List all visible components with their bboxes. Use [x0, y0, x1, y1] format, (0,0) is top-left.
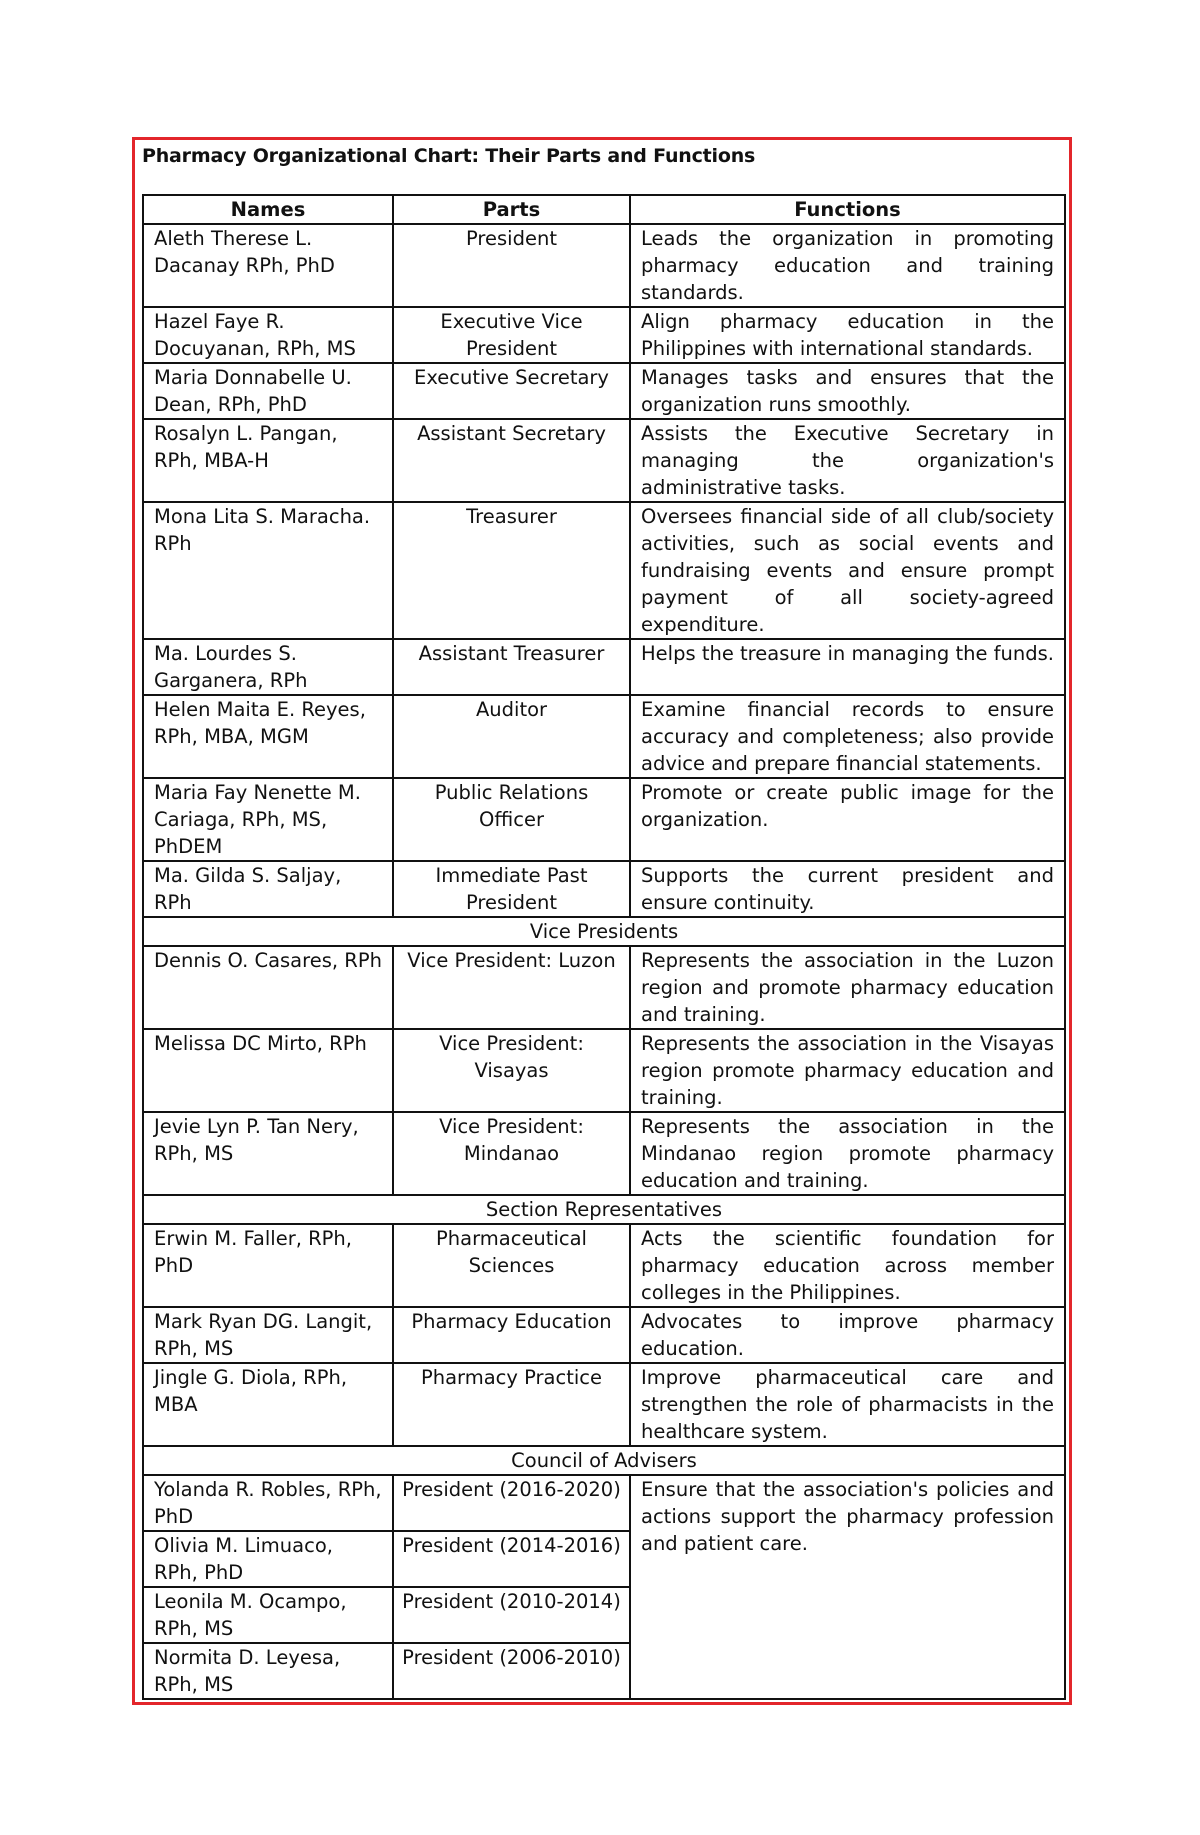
member-part: Auditor — [393, 695, 630, 778]
member-part: Vice President: Luzon — [393, 946, 630, 1029]
member-name: Jingle G. Diola, RPh, MBA — [143, 1363, 393, 1446]
member-part: Pharmacy Education — [393, 1307, 630, 1363]
table-header-row — [143, 195, 1065, 224]
member-function: Represents the association in the Visayas region promote pharmacy education and training. — [630, 1029, 1065, 1112]
section-row — [143, 1195, 1065, 1224]
section-row — [143, 917, 1065, 946]
table-row — [143, 1224, 1065, 1307]
column-header-parts: Parts — [393, 195, 630, 224]
member-function: Align pharmacy education in the Philippines with international standards. — [630, 307, 1065, 363]
member-name: Normita D. Leyesa, RPh, MS — [143, 1643, 393, 1699]
member-part: President (2016-2020) — [393, 1475, 630, 1531]
member-name: Olivia M. Limuaco, RPh, PhD — [143, 1531, 393, 1587]
member-name: Dennis O. Casares, RPh — [143, 946, 393, 1029]
organizational-chart-table — [142, 194, 1066, 1700]
member-name: Aleth Therese L. Dacanay RPh, PhD — [143, 224, 393, 307]
member-part: Pharmacy Practice — [393, 1363, 630, 1446]
member-function: Helps the treasure in managing the funds. — [630, 639, 1065, 695]
member-name: Helen Maita E. Reyes, RPh, MBA, MGM — [143, 695, 393, 778]
column-header-names: Names — [143, 195, 393, 224]
member-function: Supports the current president and ensure continuity. — [630, 861, 1065, 917]
member-part: Assistant Secretary — [393, 419, 630, 502]
table-row — [143, 946, 1065, 1029]
section-heading-council-of-advisers: Council of Advisers — [143, 1446, 1065, 1475]
table-row — [143, 1363, 1065, 1446]
table-row — [143, 307, 1065, 363]
member-name: Mona Lita S. Maracha. RPh — [143, 502, 393, 639]
member-part: President — [393, 224, 630, 307]
table-row — [143, 639, 1065, 695]
member-name: Hazel Faye R. Docuyanan, RPh, MS — [143, 307, 393, 363]
member-name: Maria Fay Nenette M. Cariaga, RPh, MS, PhDEM — [143, 778, 393, 861]
member-name: Melissa DC Mirto, RPh — [143, 1029, 393, 1112]
table-row — [143, 419, 1065, 502]
member-part: Vice President: Visayas — [393, 1029, 630, 1112]
member-part: Immediate Past President — [393, 861, 630, 917]
member-function: Leads the organization in promoting pharmacy education and training standards. — [630, 224, 1065, 307]
member-function: Represents the association in the Luzon region and promote pharmacy education and training. — [630, 946, 1065, 1029]
document-title: Pharmacy Organizational Chart: Their Parts and Functions — [142, 145, 756, 167]
column-header-functions: Functions — [630, 195, 1065, 224]
member-part: President (2006-2010) — [393, 1643, 630, 1699]
member-part: Treasurer — [393, 502, 630, 639]
member-name: Mark Ryan DG. Langit, RPh, MS — [143, 1307, 393, 1363]
member-part: Executive Vice President — [393, 307, 630, 363]
member-part: Vice President: Mindanao — [393, 1112, 630, 1195]
member-name: Erwin M. Faller, RPh, PhD — [143, 1224, 393, 1307]
member-part: President (2010-2014) — [393, 1587, 630, 1643]
member-function: Promote or create public image for the organization. — [630, 778, 1065, 861]
table-row — [143, 1475, 1065, 1531]
member-name: Rosalyn L. Pangan, RPh, MBA-H — [143, 419, 393, 502]
table-row — [143, 861, 1065, 917]
member-name: Ma. Lourdes S. Garganera, RPh — [143, 639, 393, 695]
member-name: Jevie Lyn P. Tan Nery, RPh, MS — [143, 1112, 393, 1195]
member-part: Assistant Treasurer — [393, 639, 630, 695]
section-heading-vice-presidents: Vice Presidents — [143, 917, 1065, 946]
advisers-function: Ensure that the association's policies and actions support the pharmacy profession and patient care. — [630, 1475, 1065, 1699]
table-row — [143, 224, 1065, 307]
table-row — [143, 695, 1065, 778]
member-part: President (2014-2016) — [393, 1531, 630, 1587]
table-row — [143, 502, 1065, 639]
member-function: Acts the scientific foundation for pharmacy education across member colleges in the Philippines. — [630, 1224, 1065, 1307]
table-row — [143, 778, 1065, 861]
member-function: Oversees financial side of all club/society activities, such as social events and fundraising events and ensure prompt payment of all society-agreed expenditure. — [630, 502, 1065, 639]
member-part: Executive Secretary — [393, 363, 630, 419]
member-function: Assists the Executive Secretary in managing the organization's administrative tasks. — [630, 419, 1065, 502]
table-row — [143, 1112, 1065, 1195]
section-heading-section-representatives: Section Representatives — [143, 1195, 1065, 1224]
member-function: Examine financial records to ensure accuracy and completeness; also provide advice and prepare financial statements. — [630, 695, 1065, 778]
member-part: Public Relations Officer — [393, 778, 630, 861]
member-function: Manages tasks and ensures that the organization runs smoothly. — [630, 363, 1065, 419]
member-name: Ma. Gilda S. Saljay, RPh — [143, 861, 393, 917]
table-row — [143, 1029, 1065, 1112]
table-row — [143, 1307, 1065, 1363]
member-name: Yolanda R. Robles, RPh, PhD — [143, 1475, 393, 1531]
member-name: Leonila M. Ocampo, RPh, MS — [143, 1587, 393, 1643]
section-row — [143, 1446, 1065, 1475]
member-function: Represents the association in the Mindanao region promote pharmacy education and training. — [630, 1112, 1065, 1195]
member-function: Advocates to improve pharmacy education. — [630, 1307, 1065, 1363]
member-part: Pharmaceutical Sciences — [393, 1224, 630, 1307]
table-row — [143, 363, 1065, 419]
member-name: Maria Donnabelle U. Dean, RPh, PhD — [143, 363, 393, 419]
member-function: Improve pharmaceutical care and strengthen the role of pharmacists in the healthcare system. — [630, 1363, 1065, 1446]
